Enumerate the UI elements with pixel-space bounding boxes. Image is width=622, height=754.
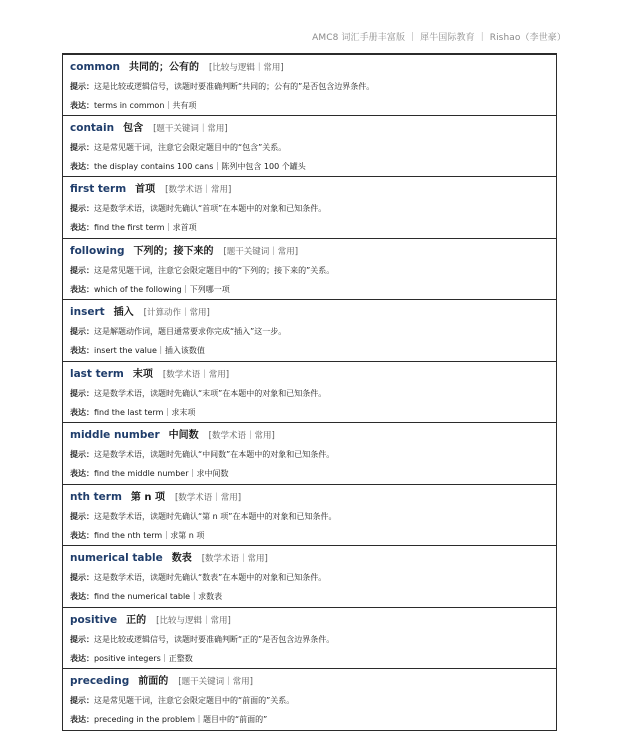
entry-tag: [题干关键词｜常用] (223, 246, 299, 257)
vocab-entry (63, 669, 556, 731)
entry-tag: [题干关键词｜常用] (178, 677, 253, 687)
entry-term: nth term (70, 490, 122, 503)
hint-text: 这是比较或逻辑信号，读题时要准确判断“共同的；公有的”是否包含边界条件。 (94, 82, 375, 91)
entry-head (70, 119, 549, 137)
entry-expression (70, 650, 549, 667)
entry-tag: [计算动作｜常用] (143, 308, 210, 318)
entry-term: positive (70, 613, 118, 626)
expression-label: 表达： (70, 653, 94, 663)
expression-label: 表达： (70, 161, 94, 171)
entry-chinese: 数表 (171, 553, 192, 564)
hint-text: 这是常见题干词，注意它会限定题目中的“下列的；接下来的”关系。 (94, 265, 335, 275)
expression-text: find the middle number｜求中间数 (94, 469, 229, 478)
expression-label: 表达： (70, 530, 94, 540)
entry-hint (70, 385, 549, 402)
entry-term: preceding (70, 675, 130, 687)
entry-head (70, 242, 549, 260)
page-header: AMC8 词汇手册丰富版 ｜ 犀牛国际教育 ｜ Rishao（李世豪） (312, 33, 566, 43)
expression-text: find the last term｜求末项 (94, 407, 196, 417)
vocabulary-list (62, 53, 557, 731)
entry-term: first term (70, 183, 127, 195)
expression-text: positive integers｜正整数 (94, 653, 193, 663)
vocab-entry (63, 546, 556, 608)
entry-hint (70, 78, 549, 95)
vocab-entry (63, 362, 556, 424)
expression-text: insert the value｜插入该数值 (94, 346, 205, 355)
entry-expression (70, 342, 549, 359)
expression-text: the display contains 100 cans｜陈列中包含 100 个罐头 (94, 161, 306, 171)
hint-text: 这是数学术语，读题时先确认“数表”在本题中的对象和已知条件。 (94, 573, 327, 582)
entry-hint (70, 692, 549, 709)
hint-text: 这是数学术语，读题时先确认“第 n 项”在本题中的对象和已知条件。 (94, 511, 337, 521)
entry-expression (70, 219, 549, 236)
hint-text: 这是数学术语，读题时先确认“中间数”在本题中的对象和已知条件。 (94, 450, 335, 459)
hint-label: 提示： (70, 511, 94, 521)
entry-chinese: 下列的；接下来的 (133, 245, 214, 257)
vocab-entry (63, 54, 556, 116)
entry-head (70, 365, 549, 383)
entry-head (70, 426, 549, 444)
vocab-entry (63, 423, 556, 485)
expression-label: 表达： (70, 592, 94, 601)
hint-label: 提示： (70, 573, 94, 582)
expression-text: find the nth term｜求第 n 项 (94, 530, 205, 540)
expression-label: 表达： (70, 284, 94, 294)
entry-hint (70, 569, 549, 586)
entry-chinese: 插入 (113, 307, 134, 318)
entry-term: insert (70, 306, 105, 318)
entry-hint (70, 139, 549, 156)
entry-expression (70, 465, 549, 482)
entry-chinese: 中间数 (168, 430, 199, 441)
entry-head (70, 303, 549, 321)
entry-tag: [题干关键词｜常用] (153, 123, 228, 134)
hint-label: 提示： (70, 327, 94, 336)
entry-hint (70, 446, 549, 463)
expression-text: terms in common｜共有项 (94, 101, 197, 110)
vocab-entry (63, 177, 556, 239)
hint-label: 提示： (70, 450, 94, 459)
hint-text: 这是常见题干词，注意它会限定题目中的“包含”关系。 (94, 142, 287, 152)
entry-chinese: 正的 (126, 614, 147, 626)
entry-tag: [比较与逻辑｜常用] (156, 615, 231, 626)
expression-text: which of the following｜下列哪一项 (94, 284, 230, 294)
entry-term: numerical table (70, 552, 163, 564)
entry-expression (70, 404, 549, 421)
entry-term: middle number (70, 429, 160, 441)
expression-label: 表达： (70, 223, 94, 232)
hint-label: 提示： (70, 696, 94, 705)
hint-label: 提示： (70, 265, 94, 275)
entry-chinese: 末项 (132, 368, 153, 380)
entry-hint (70, 508, 549, 525)
entry-expression (70, 281, 549, 298)
entry-expression (70, 527, 549, 544)
hint-text: 这是常见题干词，注意它会限定题目中的“前面的”关系。 (94, 696, 295, 705)
expression-text: find the first term｜求首项 (94, 223, 197, 232)
entry-tag: [数学术语｜常用] (165, 185, 232, 195)
entry-chinese: 首项 (135, 184, 156, 195)
entry-expression (70, 711, 549, 728)
expression-text: preceding in the problem｜题目中的“前面的” (94, 715, 268, 724)
entry-hint (70, 200, 549, 217)
hint-label: 提示： (70, 634, 94, 644)
vocab-entry (63, 485, 556, 547)
expression-label: 表达： (70, 346, 94, 355)
vocab-entry (63, 239, 556, 301)
entry-head (70, 611, 549, 629)
hint-text: 这是数学术语，读题时先确认“首项”在本题中的对象和已知条件。 (94, 204, 327, 213)
vocab-entry (63, 608, 556, 670)
vocab-entry (63, 116, 556, 178)
hint-label: 提示： (70, 82, 94, 91)
entry-tag: [比较与逻辑｜常用] (209, 63, 284, 73)
expression-text: find the numerical table｜求数表 (94, 592, 223, 601)
entry-chinese: 前面的 (138, 676, 169, 687)
expression-label: 表达： (70, 101, 94, 110)
entry-head (70, 180, 549, 198)
entry-expression (70, 588, 549, 605)
entry-hint (70, 262, 549, 279)
hint-label: 提示： (70, 388, 94, 398)
hint-text: 这是解题动作词，题目通常要求你完成“插入”这一步。 (94, 327, 287, 336)
entry-term: last term (70, 367, 124, 380)
entry-expression (70, 97, 549, 114)
entry-head (70, 488, 549, 506)
expression-label: 表达： (70, 715, 94, 724)
hint-label: 提示： (70, 204, 94, 213)
entry-tag: [数学术语｜常用] (174, 492, 242, 503)
hint-text: 这是比较或逻辑信号，读题时要准确判断“正的”是否包含边界条件。 (94, 634, 335, 644)
entry-chinese: 包含 (123, 122, 144, 134)
entry-term: contain (70, 121, 115, 134)
entry-chinese: 共同的；公有的 (129, 62, 200, 73)
entry-term: common (70, 61, 121, 73)
expression-label: 表达： (70, 469, 94, 478)
entry-tag: [数学术语｜常用] (208, 431, 275, 441)
entry-hint (70, 631, 549, 648)
expression-label: 表达： (70, 407, 94, 417)
entry-expression (70, 158, 549, 175)
entry-head (70, 58, 549, 76)
entry-chinese: 第 n 项 (130, 491, 165, 503)
entry-head (70, 672, 549, 690)
vocab-entry (63, 300, 556, 362)
hint-text: 这是数学术语，读题时先确认“末项”在本题中的对象和已知条件。 (94, 388, 327, 398)
hint-label: 提示： (70, 142, 94, 152)
entry-tag: [数学术语｜常用] (201, 554, 268, 564)
entry-hint (70, 323, 549, 340)
entry-head (70, 549, 549, 567)
entry-tag: [数学术语｜常用] (162, 369, 230, 380)
entry-term: following (70, 244, 125, 257)
